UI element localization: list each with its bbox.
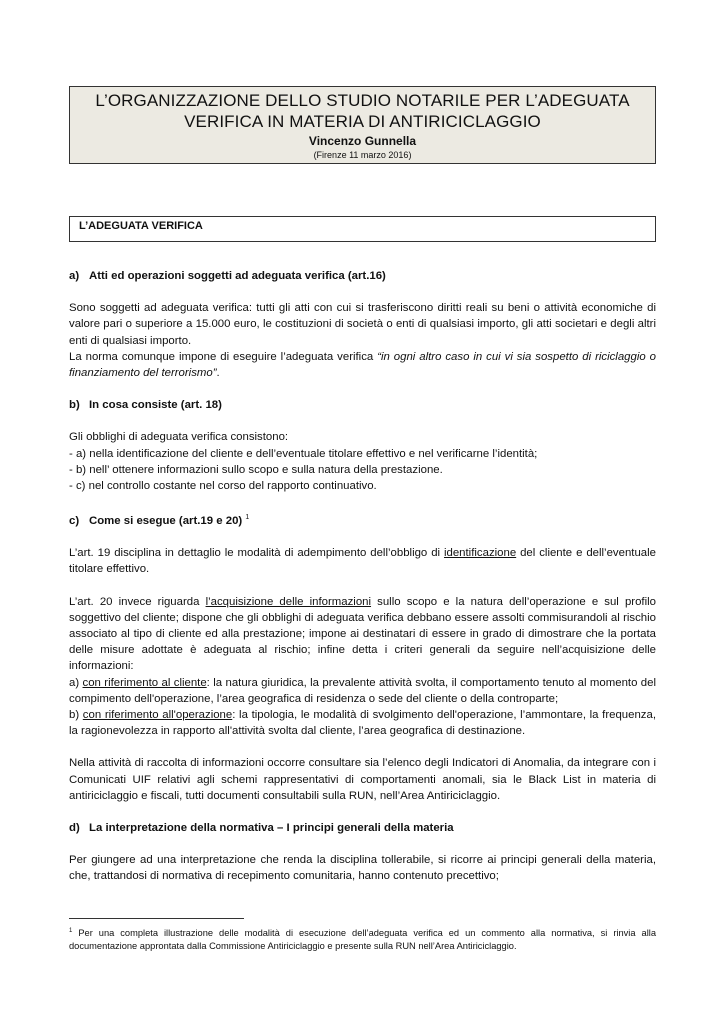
heading-a-letter: a) [69,270,80,282]
footnote-text: Per una completa illustrazione delle modalità di esecuzione dell’adeguata verifica ed un commento alla normativa, si rinvia alla documentazione approntata dalla Commissione Antiriciclaggio e presente sulla RUN nell’Area Antiriciclaggio. [69,928,656,952]
paragraph-c-1-end: del cliente e dell’eventuale titolare effettivo. [69,547,656,576]
title-line-1: L’ORGANIZZAZIONE DELLO STUDIO NOTARILE PER L’ADEGUATA [95,91,630,110]
paragraph-c-4-pre: b) [69,709,83,722]
paragraph-c-3 [69,675,656,707]
heading-b [69,397,656,413]
heading-c-text: Come si esegue (art.19 e 20) [89,515,243,528]
paragraph-c-1-start: L’art. 19 disciplina in dettaglio le modalità di adempimento dell’obbligo di [69,547,444,560]
heading-d-letter: d) [69,822,80,835]
heading-a-text: Atti ed operazioni soggetti ad adeguata verifica (art.16) [89,270,386,282]
paragraph-c-2-start: L’art. 20 invece riguarda [69,595,206,608]
footnote-number: 1 [69,928,73,934]
section-title-box [69,216,656,242]
author-name: Vincenzo Gunnella [308,134,417,148]
heading-d [69,820,656,836]
paragraph-c-3-underlined: con riferimento al cliente [82,676,207,689]
heading-b-text: In cosa consiste (art. 18) [89,399,222,412]
paragraph-a-2-quote: “in ogni altro caso in cui vi sia sospetto di riciclaggio o finanziamento del terrorismo” [69,350,656,380]
list-item-b-3: - c) nel controllo costante nel corso del rapporto continuativo. [69,480,377,493]
paragraph-c-5: Nella attività di raccolta di informazioni occorre consultare sia l’elenco degli Indicatori di Anomalia, da integrare con i Comunicati UIF relativi agli schemi rappresentativi di comportamenti anomali, sia le Black List in materia di antiriciclaggio e fiscali, tutti documenti consultabili sulla RUN, nell’Area Antiriciclaggio. [69,757,656,802]
list-item-b-2: - b) nell’ ottenere informazioni sullo scopo e sulla natura della prestazione. [69,463,443,476]
footnote-separator [69,918,244,919]
paragraph-a-2-start: La norma comunque impone di eseguire l’adeguata verifica [69,350,378,363]
paragraph-c-4-underlined: con riferimento all'operazione [82,709,233,722]
paragraph-c-4-end: : la tipologia, le modalità di svolgimento dell'operazione, l’ammontare, la frequenza, la ragionevolezza in rapporto all'attività svolta dal cliente, l’area geografica di destinazione. [69,709,656,738]
document-body [69,268,656,885]
title-box [69,86,656,164]
paragraph-c-2-underlined: l’acquisizione delle informazioni [205,595,372,608]
paragraph-a-1: Sono soggetti ad adeguata verifica: tutti gli atti con cui si trasferiscono diritti reali su beni o attività economiche di valore pari o superiore a 15.000 euro, le costituzioni di società o enti di qualsiasi importo, gli atti societari e degli altri enti di qualsiasi importo. [69,302,656,347]
document-title [70,90,655,132]
paragraph-c-2 [69,594,656,675]
heading-a [69,268,656,284]
footnote [69,925,656,953]
list-item-b-1: - a) nella identificazione del cliente e dell’eventuale titolare effettivo e nel verificarne l’identità; [69,447,538,460]
paragraph-c-4 [69,707,656,739]
paragraph-c-1-underlined: identificazione [443,547,517,560]
footnote-ref[interactable]: 1 [245,514,250,522]
paragraph-a-2 [69,349,656,381]
paragraph-c-1 [69,545,656,577]
paragraph-c-3-end: : la natura giuridica, la prevalente attività svolta, il comportamento tenuto al momento del compimento dell'operazione, l’area geografica di residenza o sede del cliente o della controparte; [69,676,656,705]
paragraph-a-2-end: . [216,367,220,380]
paragraph-b-intro: Gli obblighi di adeguata verifica consistono: [69,431,289,444]
section-title: L’ADEGUATA VERIFICA [79,220,203,232]
heading-d-text: La interpretazione della normativa – I principi generali della materia [89,822,454,835]
paragraph-c-3-pre: a) [69,676,83,689]
title-line-2: VERIFICA IN MATERIA DI ANTIRICICLAGGIO [184,112,541,131]
heading-b-letter: b) [69,399,80,412]
heading-c [69,510,656,529]
paragraph-d-1: Per giungere ad una interpretazione che renda la disciplina tollerabile, si ricorre ai principi generali della materia, che, trattandosi di normativa di recepimento comunitaria, hanno contenuto precettivo; [69,854,656,883]
paragraph-c-2-end: sullo scopo e la natura dell’operazione e sul profilo soggettivo del cliente; dispone che gli obblighi di adeguata verifica debbano essere assolti commisurandoli al rischio associato al tipo di cliente ed alla prestazione; impone ai destinatari di essere in grado di dimostrare che la portata delle misure adottate è adeguata al rischio; infine detta i criteri generali da seguire nell’acquisizione delle informazioni: [69,595,656,673]
heading-c-letter: c) [69,515,80,528]
document-date: (Firenze 11 marzo 2016) [313,150,412,160]
